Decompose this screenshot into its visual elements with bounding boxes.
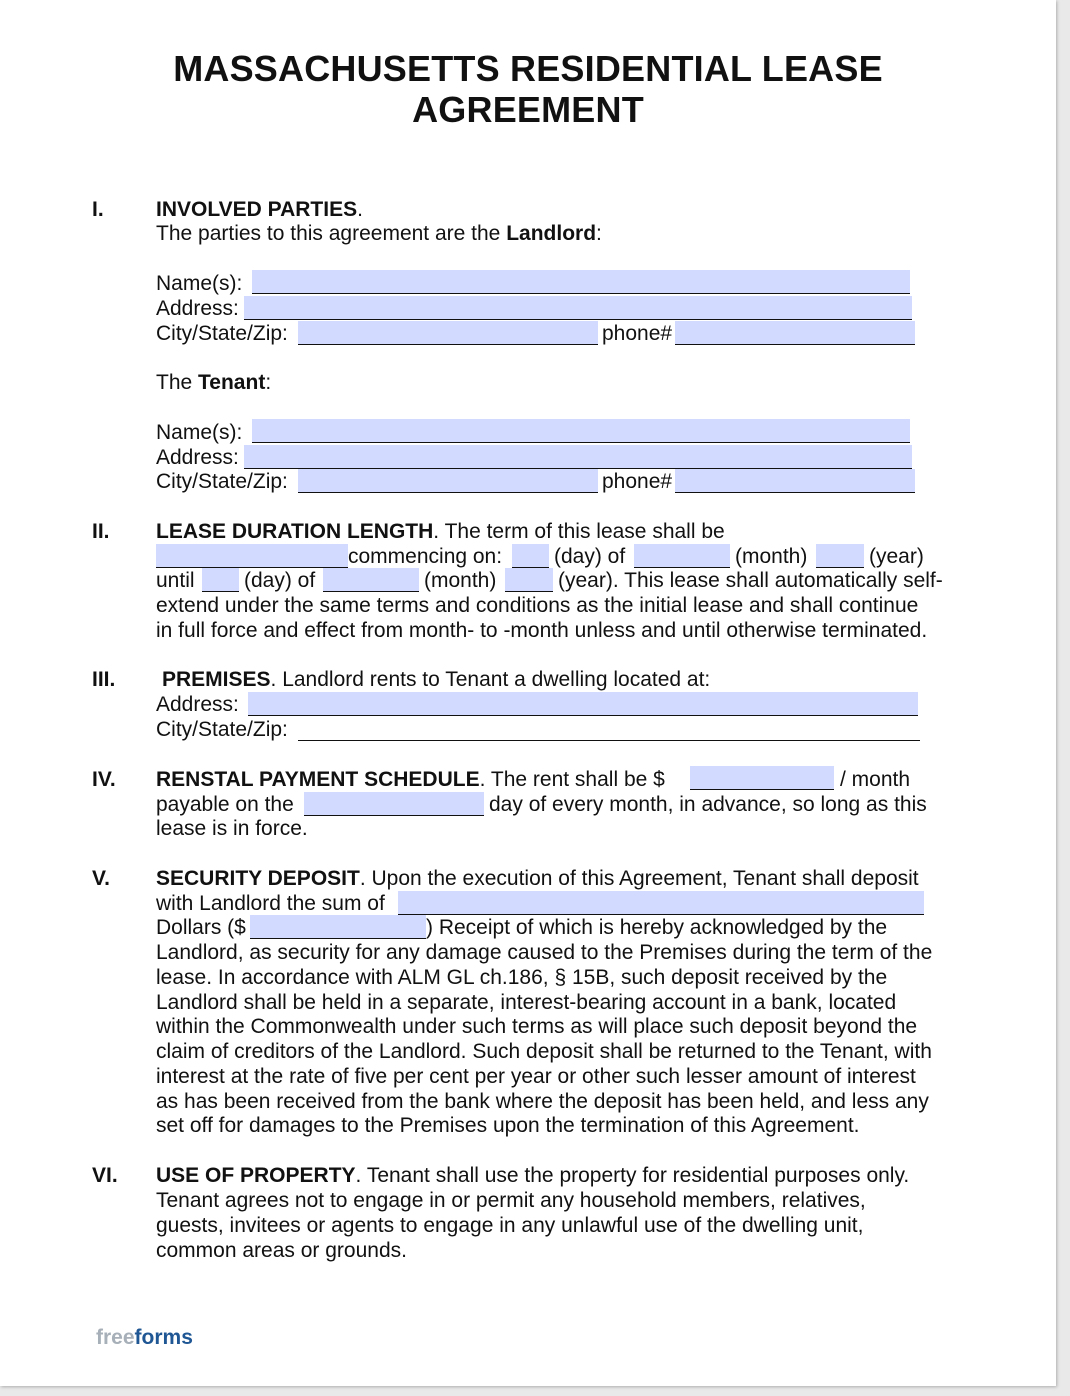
commencing-label: commencing on: xyxy=(348,545,503,568)
rent-line-1 xyxy=(156,768,665,792)
tenant-name-field[interactable] xyxy=(252,419,910,443)
section-heading: INVOLVED PARTIES. xyxy=(156,198,363,221)
year-label: (year) xyxy=(869,545,924,568)
day-label: (day) of xyxy=(244,569,316,592)
section-number: VI. xyxy=(92,1164,118,1187)
heading-text: SECURITY DEPOSIT xyxy=(156,867,360,890)
deposit-text-line: Landlord shall be held in a separate, interest-bearing account in a bank, located xyxy=(156,991,897,1014)
section-number: I. xyxy=(92,198,104,221)
heading-text: INVOLVED PARTIES xyxy=(156,198,358,221)
landlord-address-field[interactable] xyxy=(244,296,912,320)
landlord-city-field[interactable] xyxy=(298,321,598,345)
day-label: (day) of xyxy=(554,545,626,568)
use-text-line: guests, invitees or agents to engage in any unlawful use of the dwelling unit, xyxy=(156,1214,864,1237)
until-label: until xyxy=(156,569,195,592)
logo-forms-text: forms xyxy=(134,1326,193,1349)
landlord-phone-label: phone# xyxy=(602,322,673,345)
per-month-label: / month xyxy=(840,768,911,791)
deposit-amount-field[interactable] xyxy=(250,915,426,939)
tenant-city-field[interactable] xyxy=(298,469,598,493)
deposit-text-line: interest at the rate of five per cent per year or other such lesser amount of interest xyxy=(156,1065,916,1088)
premises-address-field[interactable] xyxy=(248,692,918,716)
title-line-1: MASSACHUSETTS RESIDENTIAL LEASE xyxy=(173,48,883,89)
lease-duration-line-4: extend under the same terms and conditions as the initial lease and shall continue xyxy=(156,594,919,617)
landlord-word: Landlord xyxy=(506,222,597,245)
deposit-text-line: set off for damages to the Premises upon the termination of this Agreement. xyxy=(156,1114,860,1137)
intro-text: The parties to this agreement are the xyxy=(156,222,507,245)
payable-label: payable on the xyxy=(156,793,294,816)
start-day-field[interactable] xyxy=(512,544,549,568)
tenant-intro: The Tenant: xyxy=(156,371,272,394)
landlord-city-label: City/State/Zip: xyxy=(156,322,288,345)
heading-text: USE OF PROPERTY xyxy=(156,1164,356,1187)
intro-text: . The rent shall be $ xyxy=(479,768,665,791)
month-label: (month) xyxy=(424,569,497,592)
premises-city-field[interactable] xyxy=(298,740,920,741)
month-label: (month) xyxy=(735,545,808,568)
landlord-name-label: Name(s): xyxy=(156,272,243,295)
deposit-line-1 xyxy=(156,867,919,891)
start-year-field[interactable] xyxy=(816,544,864,568)
rent-amount-field[interactable] xyxy=(690,766,834,790)
title-line-2: AGREEMENT xyxy=(412,89,644,130)
deposit-sum-label: with Landlord the sum of xyxy=(156,892,385,915)
logo-free-text: free xyxy=(96,1326,135,1349)
tenant-word: Tenant xyxy=(198,371,266,394)
end-day-field[interactable] xyxy=(202,568,239,592)
receipt-text: ) Receipt of which is hereby acknowledged by the xyxy=(426,916,888,939)
lease-duration-line-1 xyxy=(156,520,725,544)
tenant-address-field[interactable] xyxy=(244,445,912,469)
end-year-field[interactable] xyxy=(505,568,553,592)
premises-address-label: Address: xyxy=(156,693,239,716)
landlord-intro: The parties to this agreement are the Landlord: xyxy=(156,222,602,245)
intro-text: . Tenant shall use the property for residential purposes only. xyxy=(355,1164,910,1187)
tenant-prefix: The xyxy=(156,371,199,394)
payment-day-field[interactable] xyxy=(304,792,484,816)
year-text: (year). This lease shall automatically self- xyxy=(558,569,943,592)
tenant-phone-label: phone# xyxy=(602,470,673,493)
lease-duration-line-5: in full force and effect from month- to -month unless and until otherwise terminated. xyxy=(156,619,928,642)
rent-line-3: lease is in force. xyxy=(156,817,308,840)
landlord-address-label: Address: xyxy=(156,297,239,320)
premises-city-label: City/State/Zip: xyxy=(156,718,288,741)
lease-term-field[interactable] xyxy=(156,544,348,568)
heading-text: PREMISES xyxy=(162,668,271,691)
landlord-phone-field[interactable] xyxy=(675,321,915,345)
freeforms-logo xyxy=(96,1326,193,1350)
heading-text: LEASE DURATION LENGTH xyxy=(156,520,434,543)
payment-day-text: day of every month, in advance, so long as this xyxy=(489,793,927,816)
end-month-field[interactable] xyxy=(323,568,419,592)
section-number: II. xyxy=(92,520,110,543)
intro-text: . Upon the execution of this Agreement, Tenant shall deposit xyxy=(359,867,919,890)
tenant-address-label: Address: xyxy=(156,446,239,469)
deposit-text-line: lease. In accordance with ALM GL ch.186, § 15B, such deposit received by the xyxy=(156,966,888,989)
section-number: III. xyxy=(92,668,116,691)
premises-line-1 xyxy=(162,668,710,692)
deposit-text-line: Landlord, as security for any damage caused to the Premises during the term of the xyxy=(156,941,933,964)
intro-text: . Landlord rents to Tenant a dwelling located at: xyxy=(270,668,711,691)
deposit-words-field[interactable] xyxy=(398,891,924,915)
heading-text: RENSTAL PAYMENT SCHEDULE xyxy=(156,768,480,791)
document-title xyxy=(0,48,1056,130)
tenant-name-label: Name(s): xyxy=(156,421,243,444)
section-number: V. xyxy=(92,867,110,890)
landlord-name-field[interactable] xyxy=(252,270,910,294)
section-number: IV. xyxy=(92,768,116,791)
intro-text: . The term of this lease shall be xyxy=(433,520,725,543)
tenant-phone-field[interactable] xyxy=(675,469,915,493)
start-month-field[interactable] xyxy=(634,544,730,568)
dollars-label: Dollars ($ xyxy=(156,916,246,939)
tenant-city-label: City/State/Zip: xyxy=(156,470,288,493)
use-line-1 xyxy=(156,1164,909,1188)
deposit-text-line: claim of creditors of the Landlord. Such deposit shall be returned to the Tenant, with xyxy=(156,1040,932,1063)
use-text-line: Tenant agrees not to engage in or permit any household members, relatives, xyxy=(156,1189,866,1212)
use-text-line: common areas or grounds. xyxy=(156,1239,407,1262)
deposit-text-line: as has been received from the bank where the deposit has been held, and less any xyxy=(156,1090,929,1113)
deposit-text-line: within the Commonwealth under such terms as will place such deposit beyond the xyxy=(156,1015,918,1038)
